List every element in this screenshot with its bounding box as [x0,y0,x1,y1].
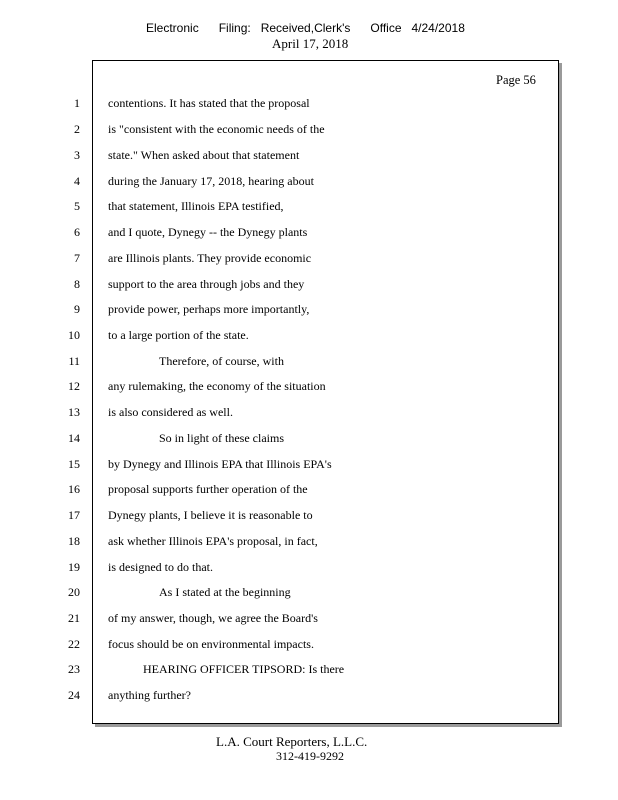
transcript-line: of my answer, though, we agree the Board's [108,611,318,625]
reporter-company: L.A. Court Reporters, L.L.C. [216,734,368,749]
line-number: 24 [68,688,80,702]
transcript-line: proposal supports further operation of the [108,482,308,496]
transcript-line: So in light of these claims [159,431,284,445]
transcript-line: focus should be on environmental impacts. [108,637,314,651]
line-number: 19 [68,560,80,574]
line-number: 1 [74,96,80,110]
transcript-line: to a large portion of the state. [108,328,249,342]
transcript-line: is "consistent with the economic needs of the [108,122,325,136]
line-number: 22 [68,637,80,651]
line-number: 16 [68,482,80,496]
line-number: 4 [74,174,80,188]
transcript-line: provide power, perhaps more importantly, [108,302,310,316]
line-number: 15 [68,457,80,471]
line-number: 13 [68,405,80,419]
line-number: 18 [68,534,80,548]
transcript-line: during the January 17, 2018, hearing about [108,174,314,188]
transcript-line: Therefore, of course, with [159,354,284,368]
transcript-line: is designed to do that. [108,560,213,574]
transcript-line: that statement, Illinois EPA testified, [108,199,284,213]
transcript-line: by Dynegy and Illinois EPA that Illinois EPA's [108,457,332,471]
transcript-line: ask whether Illinois EPA's proposal, in fact, [108,534,318,548]
line-number: 12 [68,379,80,393]
line-number: 10 [68,328,80,342]
filing-stamp: Electronic Filing: Received,Clerk's Office 4/24/2018 [146,21,465,35]
hearing-date: April 17, 2018 [272,36,349,51]
line-number: 21 [68,611,80,625]
line-number: 7 [74,251,80,265]
transcript-line: is also considered as well. [108,405,233,419]
transcript-line: state." When asked about that statement [108,148,300,162]
transcript-line: and I quote, Dynegy -- the Dynegy plants [108,225,308,239]
line-number: 2 [74,122,80,136]
reporter-phone: 312-419-9292 [276,749,344,763]
transcript-line: are Illinois plants. They provide economic [108,251,312,265]
line-number: 6 [74,225,80,239]
transcript-line: Dynegy plants, I believe it is reasonable to [108,508,313,522]
line-number: 14 [68,431,80,445]
line-number: 17 [68,508,80,522]
line-number: 11 [68,354,80,368]
transcript-line: anything further? [108,688,191,702]
transcript-line: HEARING OFFICER TIPSORD: Is there [143,662,345,676]
transcript-line: any rulemaking, the economy of the situation [108,379,326,393]
line-number: 20 [68,585,80,599]
line-number: 9 [74,302,80,316]
line-number: 23 [68,662,80,676]
line-number: 8 [74,277,80,291]
transcript-line: support to the area through jobs and they [108,277,305,291]
transcript-line: As I stated at the beginning [159,585,291,599]
line-number: 3 [74,148,80,162]
page-number: Page 56 [496,73,536,87]
line-number: 5 [74,199,80,213]
transcript-line: contentions. It has stated that the proposal [108,96,310,110]
